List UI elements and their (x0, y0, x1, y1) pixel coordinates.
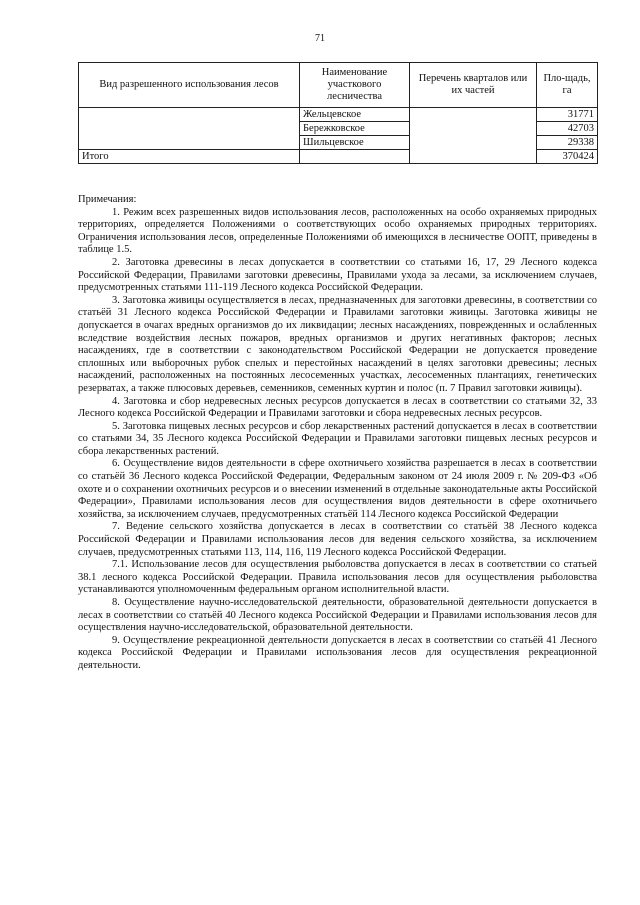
notes-title: Примечания: (78, 194, 137, 205)
note-paragraph: 4. Заготовка и сбор недревесных лесных ресурсов допускается в лесах в соответствии со статьями 32, 33 Лесного кодекса Российской Федерации и Правилами заготовки и сбора недревесных лесных ресурсов. (78, 395, 597, 420)
page-number: 71 (315, 33, 325, 44)
use-type-cell (79, 108, 300, 150)
forest-use-table (78, 62, 598, 164)
note-paragraph: 1. Режим всех разрешенных видов использования лесов, расположенных на особо охраняемых природных территориях, определяется Положениями о соответствующих особо охраняемых природных территориях. Ограничения использования лесов, определенные Положениями об имеющихся в лесничестве ООПТ, приведены в таблице 1.5. (78, 206, 597, 256)
header-area: Пло-щадь, га (537, 63, 598, 108)
header-use-type: Вид разрешенного использования лесов (79, 63, 300, 108)
header-quarters-list: Перечень кварталов или их частей (410, 63, 537, 108)
note-paragraph: 3. Заготовка живицы осуществляется в лесах, предназначенных для заготовки древесины, в соответствии со статьёй 31 Лесного кодекса Российской Федерации и Правилами заготовки живицы. Заготовка живицы не допускается в очагах вредных организмов до их ликвидации; лесных насаждениях, поврежденных и ослабленных вследствие воздействия лесных пожаров, вредных организмов и других негативных факторов; лесных насаждениях, где в соответствии с законодательством Российской Федерации не допускается проведение сплошных или выборочных рубок спелых и перестойных насаждений в целях заготовки древесины; лесных насаждений, расположенных на постоянных лесосеменных участках, лесосеменных плантациях, генетических резерватах, а также плюсовых деревьев, семенников, семенных куртин и полос (п. 7 Правил заготовки живицы). (78, 294, 597, 394)
note-paragraph: 7. Ведение сельского хозяйства допускается в лесах в соответствии со статьёй 38 Лесного кодекса Российской Федерации и Правилами использования лесов для ведения сельского хозяйства, за исключением случаев, предусмотренных статьями 113, 114, 116, 119 Лесного кодекса Российской Федерации. (78, 521, 597, 558)
note-paragraph: 6. Осуществление видов деятельности в сфере охотничьего хозяйства разрешается в лесах в соответствии со статьёй 36 Лесного кодекса Российской Федерации, Федеральным законом от 24 июля 2009 г. № 209-ФЗ «Об охоте и о сохранении охотничьих ресурсов и о внесении изменений в отдельные законодательные акты Российской Федерации», Правилами использования лесов для осуществления видов деятельности в сфере охотничьего хозяйства, за исключением случаев, предусмотренных статьёй 114 Лесного кодекса Российской Федерации (78, 458, 597, 520)
total-area-cell: 370424 (537, 150, 598, 164)
header-forestry-name: Наименование участкового лесничества (300, 63, 410, 108)
note-paragraph: 7.1. Использование лесов для осуществления рыболовства допускается в лесах в соответствии со статьей 38.1 лесного кодекса Российской Федерации. Правила использования лесов для осуществления рыболовства устанавливаются уполномоченным федеральным органом исполнительной власти. (78, 559, 597, 596)
total-label-cell: Итого (79, 150, 300, 164)
note-paragraph: 5. Заготовка пищевых лесных ресурсов и сбор лекарственных растений допускается в лесах в соответствии со статьями 34, 35 Лесного кодекса Российской Федерации и Правилами заготовки пищевых лесных ресурсов и сбора лекарственных растений. (78, 420, 597, 457)
notes-section (78, 194, 597, 673)
area-cell: 31771 (537, 108, 598, 122)
area-cell: 29338 (537, 136, 598, 150)
table-row (79, 108, 598, 122)
forestry-name-cell: Шильцевское (300, 136, 410, 150)
note-paragraph: 9. Осуществление рекреационной деятельности допускается в лесах в соответствии со статьёй 41 Лесного кодекса Российской Федерации и Правилами использования лесов для осуществления рекреационной деятельности. (78, 634, 597, 671)
forestry-name-cell: Бережковское (300, 122, 410, 136)
forestry-name-cell: Жельцевское (300, 108, 410, 122)
quarters-cell (410, 108, 537, 164)
total-forestry-cell (300, 150, 410, 164)
note-paragraph: 2. Заготовка древесины в лесах допускается в соответствии со статьями 16, 17, 29 Лесного кодекса Российской Федерации, Правилами заготовки древесины, Правилами ухода за лесами, за исключением случаев, предусмотренных статьями 111-119 Лесного кодекса Российской Федерации. (78, 256, 597, 294)
note-paragraph: 8. Осуществление научно-исследовательской деятельности, образовательной деятельности допускается в лесах в соответствии со статьёй 40 Лесного кодекса Российской Федерации и Правилами использования лесов для осуществления научно-исследовательской, образовательной деятельности. (78, 597, 597, 634)
table-header-row (79, 63, 598, 108)
area-cell: 42703 (537, 122, 598, 136)
